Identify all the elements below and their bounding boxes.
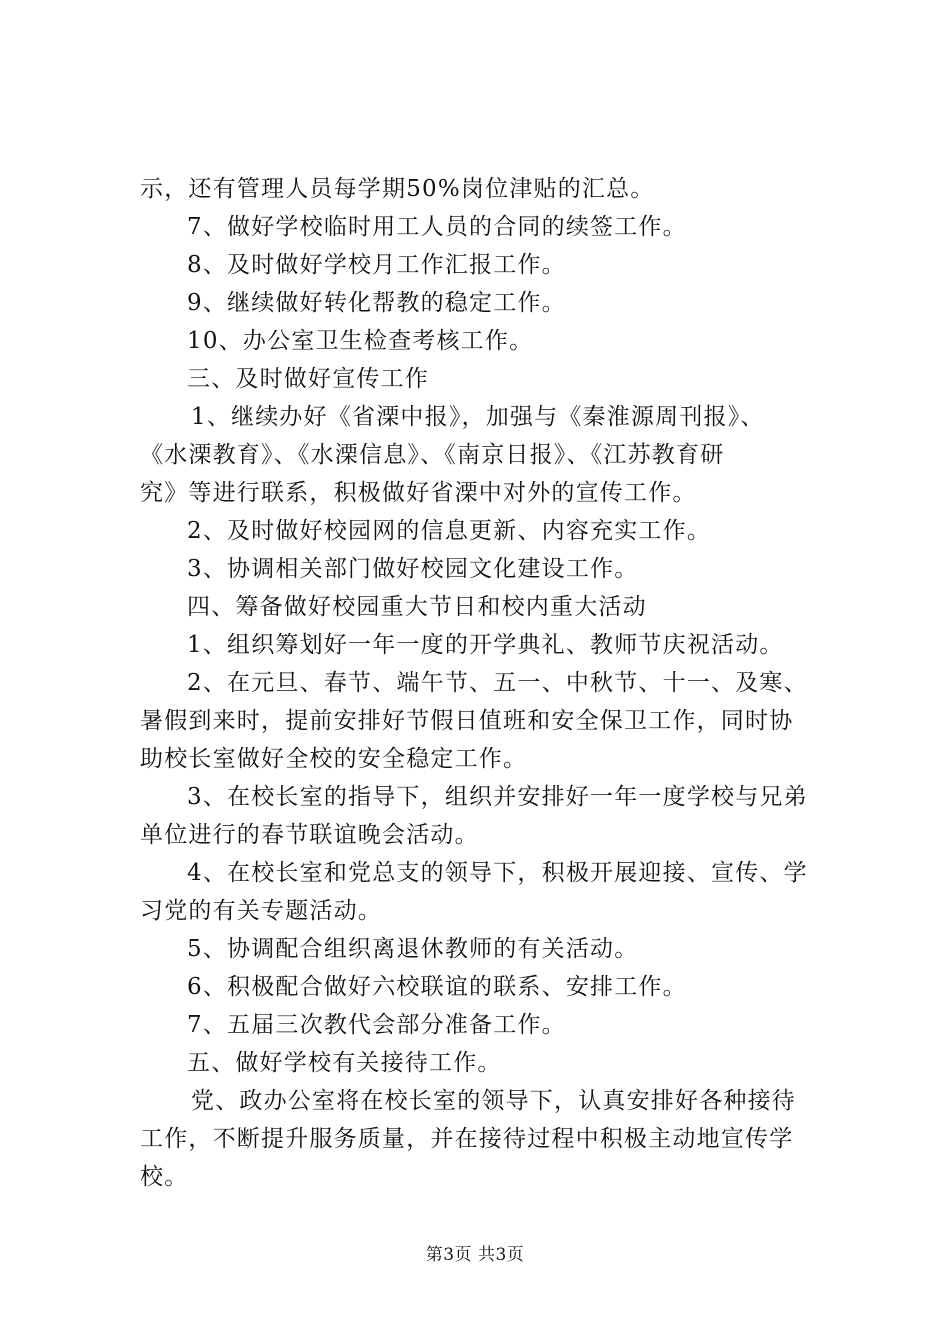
- text-line-7: 1、继续办好《省溧中报》，加强与《秦淮源周刊报》、: [191, 404, 765, 430]
- text-line-27: 校。: [140, 1164, 189, 1190]
- document-body: [140, 170, 830, 1196]
- page-number-footer: 第3页 共3页: [425, 1245, 525, 1265]
- text-line-10: 2、及时做好校园网的信息更新、内容充实工作。: [187, 518, 712, 544]
- text-line-20: 习党的有关专题活动。: [140, 898, 382, 924]
- section-heading-3: 三、及时做好宣传工作: [187, 366, 429, 392]
- text-line-17: 3、在校长室的指导下，组织并安排好一年一度学校与兄弟: [187, 784, 808, 810]
- text-line-25: 党、政办公室将在校长室的领导下，认真安排好各种接待: [191, 1088, 796, 1114]
- text-line-22: 6、积极配合做好六校联谊的联系、安排工作。: [187, 974, 687, 1000]
- text-line-13: 1、组织筹划好一年一度的开学典礼、教师节庆祝活动。: [187, 632, 784, 658]
- text-line-5: 10、办公室卫生检查考核工作。: [187, 328, 534, 354]
- text-line-15: 暑假到来时，提前安排好节假日值班和安全保卫工作，同时协: [140, 708, 794, 734]
- text-line-8: 《水溧教育》、《水溧信息》、《南京日报》、《江苏教育研: [140, 442, 725, 468]
- text-line-23: 7、五届三次教代会部分准备工作。: [187, 1012, 566, 1038]
- text-line-16: 助校长室做好全校的安全稳定工作。: [140, 746, 528, 772]
- section-heading-4: 四、筹备做好校园重大节日和校内重大活动: [187, 594, 647, 620]
- text-line-1: 示，还有管理人员每学期50%岗位津贴的汇总。: [140, 176, 655, 202]
- section-heading-5: 五、做好学校有关接待工作。: [187, 1050, 502, 1076]
- text-line-14: 2、在元旦、春节、端午节、五一、中秋节、十一、及寒、: [187, 670, 808, 696]
- text-line-26: 工作，不断提升服务质量，并在接待过程中积极主动地宣传学: [140, 1126, 794, 1152]
- text-line-21: 5、协调配合组织离退休教师的有关活动。: [187, 936, 639, 962]
- text-line-2: 7、做好学校临时用工人员的合同的续签工作。: [187, 214, 687, 240]
- text-line-11: 3、协调相关部门做好校园文化建设工作。: [187, 556, 639, 582]
- text-line-18: 单位进行的春节联谊晚会活动。: [140, 822, 479, 848]
- text-line-9: 究》等进行联系，积极做好省溧中对外的宣传工作。: [140, 480, 697, 506]
- text-line-19: 4、在校长室和党总支的领导下，积极开展迎接、宣传、学: [187, 860, 808, 886]
- text-line-3: 8、及时做好学校月工作汇报工作。: [187, 252, 566, 278]
- text-line-4: 9、继续做好转化帮教的稳定工作。: [187, 290, 566, 316]
